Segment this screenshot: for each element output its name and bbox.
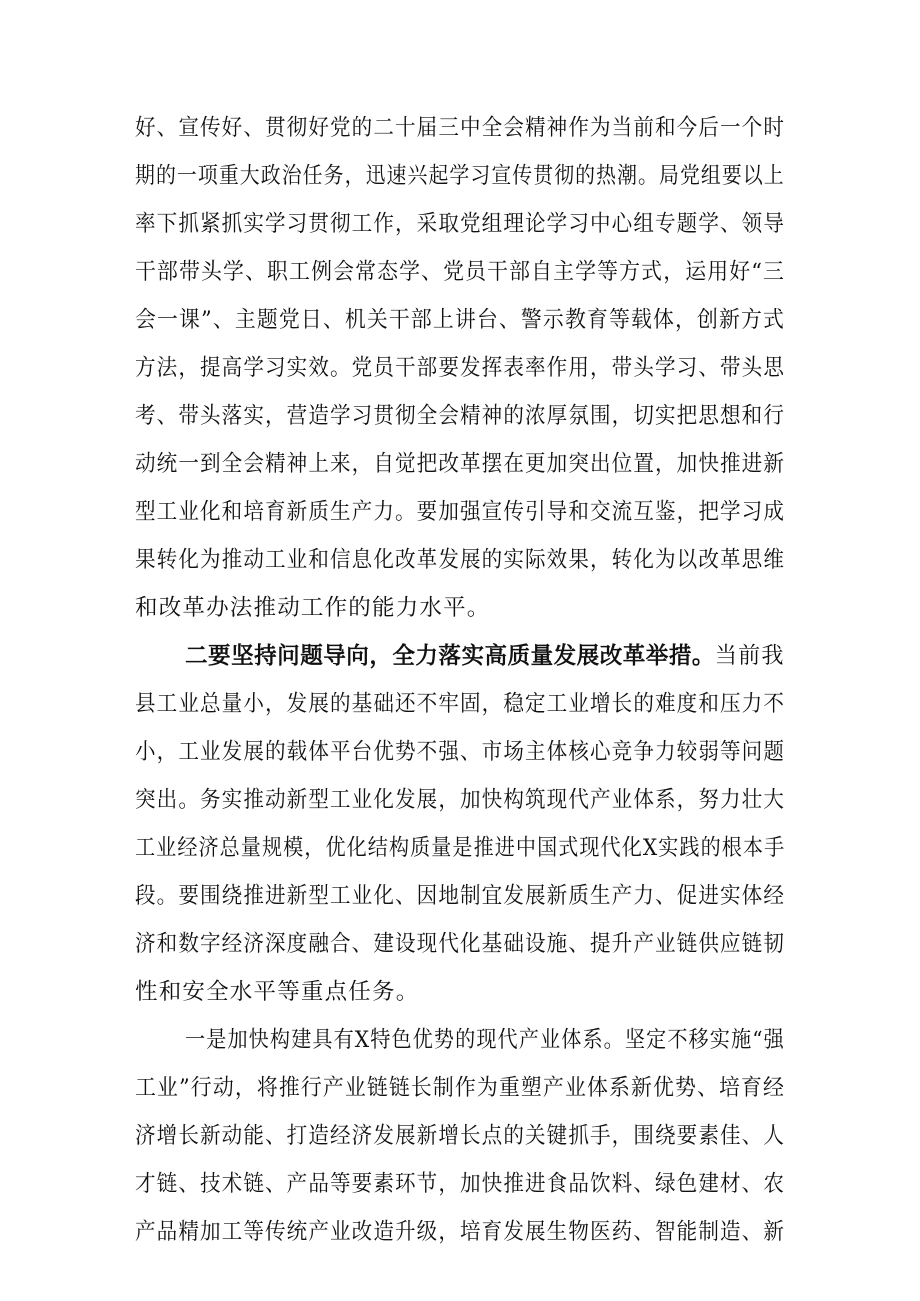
text-line: 干部带头学、职工例会常态学、党员干部自主学等方式，运用好“三 [135,259,786,285]
paragraph-first-line [185,641,785,671]
text-line: 果转化为推动工业和信息化改革发展的实际效果，转化为以改革思维 [135,547,786,573]
text-line: 性和安全水平等重点任务。 [135,979,420,1005]
text-line: 方法，提高学习实效。党员干部要发挥表率作用，带头学习、带头思 [135,355,786,381]
section-heading: 二要坚持问题导向，全力落实高质量发展改革举措。 [185,643,715,669]
text-line: 县工业总量小，发展的基础还不牢固，稳定工业增长的难度和压力不 [135,691,786,717]
text-line: 期的一项重大政治任务，迅速兴起学习宣传贯彻的热潮。局党组要以上 [135,163,785,189]
text-line: 型工业化和培育新质生产力。要加强宣传引导和交流互鉴，把学习成 [135,499,786,525]
text-line: 济增长新动能、打造经济发展新增长点的关键抓手，围绕要素佳、人 [135,1123,786,1149]
text-line: 济和数字经济深度融合、建设现代化基础设施、提升产业链供应链韧 [135,931,786,957]
text-line: 产品精加工等传统产业改造升级，培育发展生物医药、智能制造、新 [135,1219,786,1245]
text-line: 工业”行动，将推行产业链链长制作为重塑产业体系新优势、培育经 [135,1075,786,1101]
text-line: 率下抓紧抓实学习贯彻工作，采取党组理论学习中心组专题学、领导 [135,211,786,237]
text-line: 工业经济总量规模，优化结构质量是推进中国式现代化X实践的根本手 [135,835,786,861]
text-line: 小，工业发展的载体平台优势不强、市场主体核心竞争力较弱等问题 [135,739,786,765]
text-line: 和改革办法推动工作的能力水平。 [135,595,491,621]
text-line: 考、带头落实，营造学习贯彻全会精神的浓厚氛围，切实把思想和行 [135,403,786,429]
text-line: 会一课”、主题党日、机关干部上讲台、警示教育等载体，创新方式 [135,307,786,333]
text-line: 才链、技术链、产品等要素环节，加快推进食品饮料、绿色建材、农 [135,1171,786,1197]
text-line: 段。要围绕推进新型工业化、因地制宜发展新质生产力、促进实体经 [135,883,786,909]
text-line: 一是加快构建具有X特色优势的现代产业体系。坚定不移实施“强 [185,1027,785,1053]
text-line: 突出。务实推动新型工业化发展，加快构筑现代产业体系，努力壮大 [135,787,786,813]
text-line: 好、宣传好、贯彻好党的二十届三中全会精神作为当前和今后一个时 [135,115,786,141]
text-line: 动统一到全会精神上来，自觉把改革摆在更加突出位置，加快推进新 [135,451,786,477]
text-run: 当前我 [714,643,785,669]
